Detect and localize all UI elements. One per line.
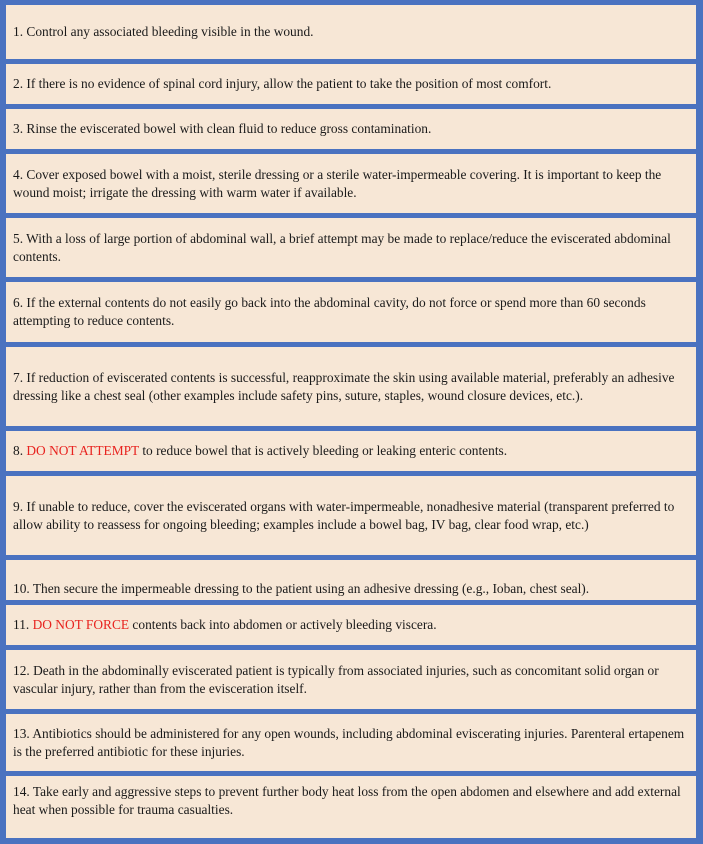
list-item xyxy=(6,282,696,342)
item-text: 1. Control any associated bleeding visible in the wound. xyxy=(13,24,314,39)
list-item xyxy=(6,476,696,555)
item-emphasis: DO NOT ATTEMPT xyxy=(26,443,139,458)
list-item xyxy=(6,347,696,426)
item-text: 9. If unable to reduce, cover the eviscerated organs with water-impermeable, nonadhesive material (transparent preferred to allow ability to reassess for ongoing bleeding; examples include a bowel bag, IV bag, clear food wrap, etc.) xyxy=(13,498,675,532)
item-text: 6. If the external contents do not easily go back into the abdominal cavity, do not force or spend more than 60 seconds attempting to reduce contents. xyxy=(13,295,646,328)
list-item xyxy=(6,714,696,771)
item-text: 8. DO NOT ATTEMPT to reduce bowel that is actively bleeding or leaking enteric contents. xyxy=(13,443,508,458)
item-text: 5. With a loss of large portion of abdominal wall, a brief attempt may be made to replace/reduce the eviscerated abdominal contents. xyxy=(13,230,671,264)
list-item xyxy=(6,431,696,471)
item-text: 11. DO NOT FORCE contents back into abdomen or actively bleeding viscera. xyxy=(13,617,437,632)
list-item xyxy=(6,5,696,59)
list-item xyxy=(6,64,696,104)
list-item xyxy=(6,154,696,213)
item-text: 14. Take early and aggressive steps to prevent further body heat loss from the open abdomen and elsewhere and add external heat when possible for trauma casualties. xyxy=(13,784,681,817)
list-item xyxy=(6,776,696,838)
list-item xyxy=(6,560,696,600)
list-item xyxy=(6,650,696,709)
item-text: 13. Antibiotics should be administered for any open wounds, including abdominal eviscerating injuries. Parenteral ertapenem is the preferred antibiotic for these injuries. xyxy=(13,725,685,759)
item-text: 12. Death in the abdominally eviscerated patient is typically from associated injuries, such as concomitant solid organ or vascular injury, rather than from the evisceration itself. xyxy=(13,662,659,696)
list-item xyxy=(6,109,696,149)
item-emphasis: DO NOT FORCE xyxy=(32,617,130,632)
item-text: 2. If there is no evidence of spinal cord injury, allow the patient to take the position of most comfort. xyxy=(13,76,552,91)
item-text: 7. If reduction of eviscerated contents is successful, reapproximate the skin using available material, preferably an adhesive dressing like a chest seal (other examples include safety pins, suture, staples, wound closure devices, etc.). xyxy=(13,369,675,403)
list-item xyxy=(6,218,696,277)
item-text: 3. Rinse the eviscerated bowel with clean fluid to reduce gross contamination. xyxy=(13,121,432,136)
item-text: 4. Cover exposed bowel with a moist, sterile dressing or a sterile water-impermeable covering. It is important to keep the wound moist; irrigate the dressing with warm water if available. xyxy=(13,166,662,200)
item-text: 10. Then secure the impermeable dressing to the patient using an adhesive dressing (e.g., Ioban, chest seal). xyxy=(13,581,590,596)
list-item xyxy=(6,605,696,645)
